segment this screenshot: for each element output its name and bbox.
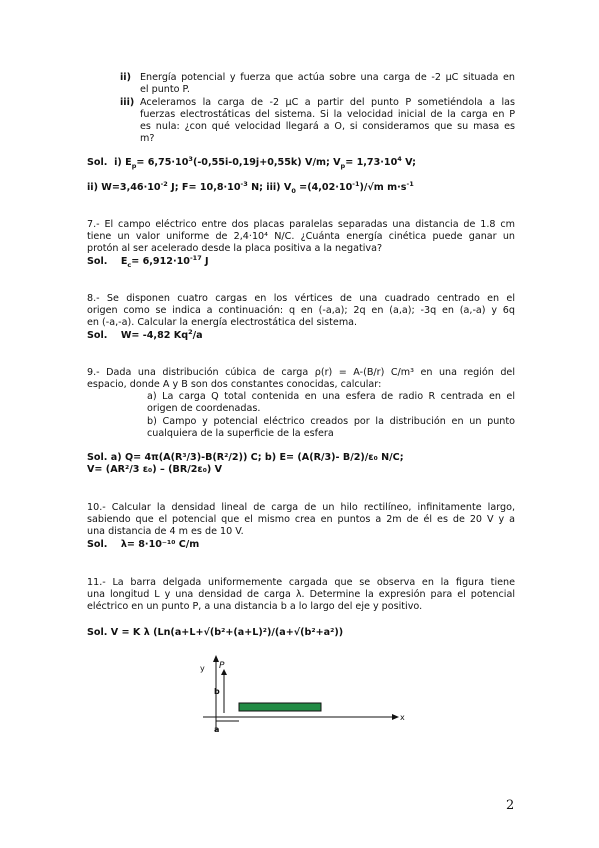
item-line: Energía potencial y fuerza que actúa sobre una carga de -2 μC situada en [140,72,515,83]
item-line: es nula: ¿con qué velocidad llegará a O, si consideramos que su masa es [140,121,515,132]
item-number: iii) [120,97,135,108]
problem-10-line: sabiendo que el potencial que el mismo crea en puntos a 2m de él es de 20 V y a [87,514,515,525]
solution-10: Sol. λ= 8·10⁻¹⁰ C/m [87,539,200,550]
item-line: el punto P. [140,84,190,95]
problem-9-line: 9.- Dada una distribución cúbica de carga ρ(r) = A-(B/r) C/m³ en una región del [87,367,515,378]
problem-11-line: una longitud L y una densidad de carga λ. Determine la expresión para el potencial [87,589,515,600]
item-number: ii) [120,72,131,83]
point-p-label: P [219,661,225,671]
y-axis-label: y [200,664,205,673]
problem-9-line: espacio, donde A y B son dos constantes conocidas, calcular: [87,379,382,390]
problem-10-line: una distancia de 4 m es de 10 V. [87,526,244,537]
problem-8-line: en (-a,-a). Calcular la energía electrostática del sistema. [87,317,358,328]
problem-7-line: 7.- El campo eléctrico entre dos placas paralelas separadas una distancia de 1.8 cm [87,219,515,230]
rod-figure [195,655,420,740]
item-line: Aceleramos la carga de -2 μC a partir del punto P sometiéndola a las [140,97,515,108]
problem-11-line: eléctrico en un punto P, a una distancia b a lo largo del eje y positivo. [87,601,423,612]
solution-11: Sol. V = K λ (Ln(a+L+√(b²+(a+L)²)/(a+√(b²+a²)) [87,627,344,638]
problem-10-line: 10.- Calcular la densidad lineal de carga de un hilo rectilíneo, infinitamente largo, [87,502,515,513]
problem-7-line: tiene un valor uniforme de 2,4·10⁴ N/C. ¿Cuánta energía cinética puede ganar un [87,231,515,242]
solution-9a: Sol. a) Q= 4π(A(R³/3)-B(R²/2)) C; b) E= (A(R/3)- B/2)/ε₀ N/C; [87,452,404,463]
problem-11-line: 11.- La barra delgada uniformemente cargada que se observa en la figura tiene [87,577,515,588]
problem-8-line: origen como se indica a continuación: q en (-a,a); 2q en (a,a); -3q en (a,-a) y 6q [87,305,515,316]
solution-6a: Sol. i) $E_p= 6,75\cdot 10^3(-0,55i-0,19j+0,55k)$ V/m; $V_p= 1,73\cdot 10^4$ V; [87,154,416,170]
problem-9-subitem: a) La carga Q total contenida en una esfera de radio R centrada en el [147,391,515,402]
problem-9-subitem: cualquiera de la superficie de la esfera [147,428,334,439]
solution-7: Sol. $E_c= 6,912\cdot 10^{-17}$ J [87,253,209,269]
item-line: fuerzas electrostáticas del sistema. Si la velocidad inicial de la carga en P [140,109,515,120]
problem-7-line: protón al ser acelerado desde la placa positiva a la negativa? [87,243,383,254]
solution-6b: ii) $W=3,46\cdot 10^{-2}$ J; $F= 10,8\cdot 10^{-3}$ N; iii) $V_0 =(4,02\cdot 10^{-1})/√m$ $m\cdot s^{-1}$ [87,179,414,195]
problem-9-subitem: b) Campo y potencial eléctrico creados por la distribución en un punto [147,416,515,427]
x-axis-arrow-icon [392,714,399,720]
a-label: a [214,725,220,734]
x-axis-label: x [400,713,405,722]
solution-9b: V= (AR²/3 ε₀) – (BR/2ε₀) V [87,464,223,475]
solution-8: Sol. W= -4,82 Kq$^2$/a [87,327,203,341]
page-number: 2 [506,798,515,813]
b-label: b [214,687,220,696]
problem-8-line: 8.- Se disponen cuatro cargas en los vértices de una cuadrado centrado en el [87,293,515,304]
charged-rod [239,703,321,711]
problem-9-subitem: origen de coordenadas. [147,403,261,414]
item-line: m? [140,133,155,144]
